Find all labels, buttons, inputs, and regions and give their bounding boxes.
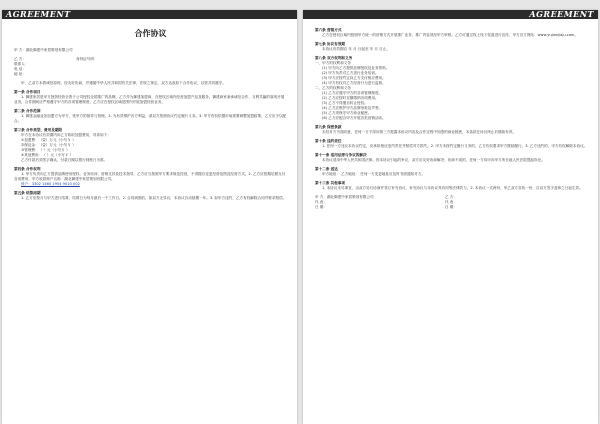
section-heading: 第九条 保密条款 xyxy=(315,125,342,129)
contact: 联系人： xyxy=(14,62,29,66)
fee-item: ②保证金：（壹）万元（小写￥ ） xyxy=(21,143,76,147)
fee-item: ①加盟费：（壹）万元（小写￥ ） xyxy=(21,138,76,142)
section-heading: 第三条 合作类型、费用及期限 xyxy=(14,128,62,132)
right-page xyxy=(303,10,598,424)
section-heading: 第四条 合作权利 xyxy=(14,167,41,171)
list-item: (6) 乙方应配合甲方开展各类营销活动。 xyxy=(322,116,386,120)
fee-item: ③管理费：（ ）元（小写￥ ） xyxy=(21,148,70,152)
brand-logo: AGREEMENT xyxy=(529,10,594,19)
address: 地 址： xyxy=(14,72,26,76)
sign-party-b: 乙 方： xyxy=(445,195,457,199)
section-body: 1. 甲方负责向乙方提供品牌使用授权、业务培训、营销支持及技术指导，乙方应当按照甲方要求规范经营，不得擅自变更经营范围及经营方式。2. 乙方应按期足额支付各项费用，甲方收款账户名称：湖北御建中家居策划有限公司。 xyxy=(14,172,286,181)
list-item: (5) 乙方须保守甲方商业秘密。 xyxy=(322,111,372,115)
left-content xyxy=(14,28,287,420)
subheading: 一、甲方的权利和义务 xyxy=(315,61,351,65)
section-body: 未经对方书面同意，任何一方不得向第三方披露本协议内容及合作过程中知悉的商业秘密，本条款在协议终止后继续有效。 xyxy=(322,130,517,134)
list-item: (3) 乙方不得擅自转让授权。 xyxy=(322,101,368,105)
section-body: 乙方在授权区域内按照甲方统一的营销方式开展推广业务，推广内容须经甲方审核。乙方可通过线上线下渠道进行宣传，甲方官方网站：www.yujianjiaju.com。 xyxy=(322,33,579,37)
party-a: 甲 方：湖北御建中家居策划有限公司 xyxy=(14,48,73,52)
section-body: 本协议适用中华人民共和国法律。因本协议引起的争议，双方应友好协商解决；协商不成的，任何一方均可向甲方所在地人民法院提起诉讼。 xyxy=(322,158,545,162)
account-number: 账户：3302 1460 1954 9010 002 xyxy=(21,182,80,186)
document-title: 合作协议 xyxy=(134,29,167,38)
section-body: 1. 任何一方违反本协议约定，应承担相应违约责任并赔偿对方损失。2. 甲方未按约定履行义务的，乙方有权要求甲方继续履行。3. 乙方违约的，甲方有权解除本协议。 xyxy=(322,144,588,148)
list-item: (1) 甲方向乙方提供品牌授权及业务资料。 xyxy=(322,66,390,70)
section-heading: 第十条 违约责任 xyxy=(315,139,342,143)
left-page xyxy=(2,10,297,424)
section-body: 本协议有效期自 年 月 日起至 年 月 日止。 xyxy=(322,47,390,51)
section-body: 1. 乙方应按月与甲方进行结算，结算日为每月最后一个工作日。2. 合同到期后，如双方无异议，本协议自动续期一年。3. 如甲方违约，乙方有权解除合同并要求赔偿。 xyxy=(21,196,287,200)
section-body: 乙方付款后须签字确认，付款日期以银行到账日为准。 xyxy=(21,158,108,162)
section-heading: 第二条 合作范围 xyxy=(14,109,41,113)
section-heading: 第八条 双方权利和义务 xyxy=(315,56,353,60)
signature-block xyxy=(315,195,588,210)
list-item: (2) 乙方应按时足额缴纳各项费用。 xyxy=(322,96,379,100)
sign-party-a: 甲 方：湖北御建中家居策划有限公司 xyxy=(315,195,374,199)
sign-rep-b: 代 表： xyxy=(445,200,457,204)
brand-logo: AGREEMENT xyxy=(6,10,71,19)
section-heading: 第一条 合作项目 xyxy=(14,90,41,94)
sign-date-a: 日 期： xyxy=(315,205,327,209)
right-content xyxy=(315,24,588,420)
section-body: 甲方地址： 乙方地址： 任何一方变更地址应及时书面通知对方。 xyxy=(322,172,425,176)
sign-rep-a: 代 表： xyxy=(315,200,327,204)
section-body: 甲方在本协议有效期内向乙方收取加盟费用，具体如下： xyxy=(21,133,111,137)
list-item: (3) 甲方应按约定向乙方支付相应费用。 xyxy=(322,76,386,80)
section-heading: 第十三条 其他事项 xyxy=(315,181,346,185)
list-item: (2) 甲方负责对乙方进行业务培训。 xyxy=(322,71,379,75)
list-item: (1) 乙方应遵守甲方的各项管理制度。 xyxy=(322,91,383,95)
fee-item: ④其他费用：（ ）元（小写￥ ） xyxy=(21,153,74,157)
list-item: (4) 甲方有权对乙方经营行为进行监督。 xyxy=(322,81,386,85)
section-heading: 第十二条 送达 xyxy=(315,167,338,171)
intro: 甲、乙双方本着诚信原则，经友好协商，并遵循中华人民共和国有关法律、法规之规定，双方达成如下合作协议，以资共同遵守。 xyxy=(21,81,226,85)
list-item: (4) 乙方应维护甲方品牌形象及声誉。 xyxy=(322,106,383,110)
section-heading: 第十一条 适用法律与争议的解决 xyxy=(315,153,367,157)
section-body: 1. 御建金融业务加盟方为甲方，受甲方的指导与管理。2. 为有效维护各方利益，请双方按照协议约定履行义务。3. 甲方有权依据市场需要调整加盟政策，乙方应予以配合。 xyxy=(14,114,287,123)
sign-date-b: 日 期： xyxy=(445,205,457,209)
section-heading: 第七条 协议有效期 xyxy=(315,42,346,46)
party-b: 乙 方： 身份证号码： xyxy=(14,57,98,61)
section-heading: 第五条 结算周期 xyxy=(14,191,41,195)
subheading: 二、乙方的权利和义务 xyxy=(315,86,351,90)
section-body: 1. 本协议未尽事宜，由双方另行协商并签订补充协议，补充协议与本协议具有同等法律效力。2. 本协议一式两份，甲乙双方各执一份，自双方签字盖章之日起生效。 xyxy=(322,186,583,190)
section-heading: 第六条 营销方式 xyxy=(315,28,342,32)
phone: 电 话： xyxy=(14,67,26,71)
section-body: 1. 御建家居是甲方独资经营全资子公司授权全国推广的品牌，乙方作为御建加盟商，在授权区域内经营加盟产品及服务。御建商家秉承诚信合作、互利共赢的原则开展业务，合作期间应严格遵守甲方的各项管理制度，乙方应在授权区域范围内开展加盟经营业务。 xyxy=(14,95,285,104)
